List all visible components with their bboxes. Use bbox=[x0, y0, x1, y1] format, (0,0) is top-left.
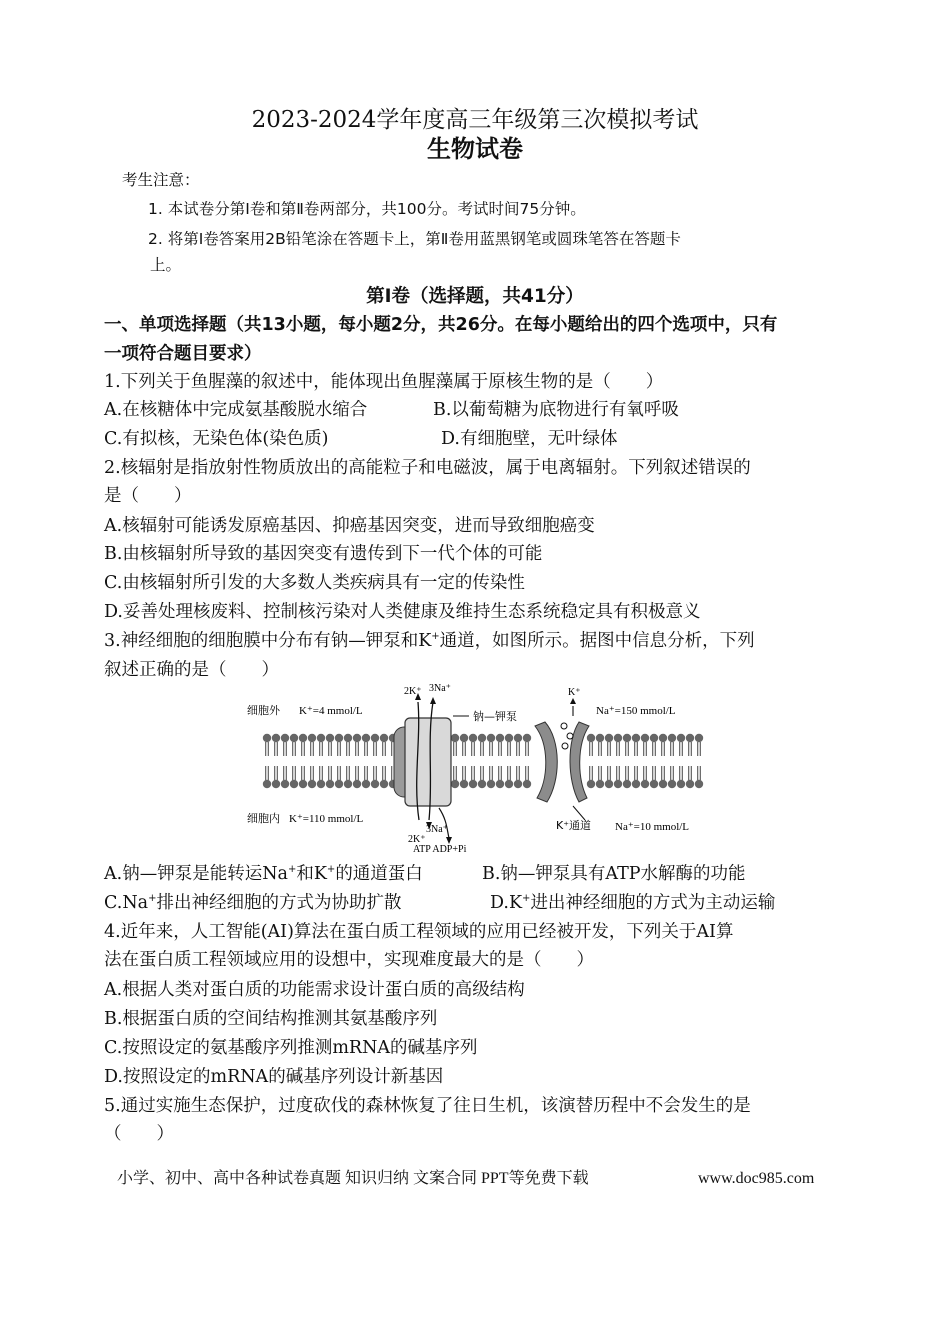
phospholipid-outer bbox=[478, 734, 486, 756]
question-2-stem-line-1: 2.核辐射是指放射性物质放出的高能粒子和电磁波，属于电离辐射。下列叙述错误的 bbox=[104, 458, 751, 478]
option-d-part-2: 进出神经细胞的方式为主动运输 bbox=[530, 893, 776, 913]
exam-title: 2023-2024学年度高三年级第三次模拟考试 bbox=[251, 107, 699, 133]
question-2-option-c: C.由核辐射所引发的大多数人类疾病具有一定的传染性 bbox=[104, 573, 525, 593]
phospholipid-inner bbox=[650, 766, 658, 788]
label-2k-top: 2K⁺ bbox=[404, 686, 422, 697]
phospholipid-inner bbox=[272, 766, 280, 788]
phospholipid-outer bbox=[380, 734, 388, 756]
question-2-option-b: B.由核辐射所导致的基因突变有遗传到下一代个体的可能 bbox=[104, 544, 543, 564]
footer-text: 小学、初中、高中各种试卷真题 知识归纳 文案合同 PPT等免费下载 bbox=[117, 1170, 589, 1187]
phospholipid-outer bbox=[641, 734, 649, 756]
phospholipid-inner bbox=[505, 766, 513, 788]
phospholipid-outer bbox=[371, 734, 379, 756]
phospholipid-inner bbox=[344, 766, 352, 788]
phospholipid-inner bbox=[362, 766, 370, 788]
superscript-plus: + bbox=[522, 893, 531, 905]
phospholipid-outer bbox=[326, 734, 334, 756]
phospholipid-outer bbox=[677, 734, 685, 756]
question-2-option-d: D.妥善处理核废料、控制核污染对人类健康及维持生态系统稳定具有积极意义 bbox=[104, 602, 701, 622]
label-na-outside: Na⁺=150 mmol/L bbox=[596, 705, 676, 717]
notice-item-2-line-1: 2. 将第Ⅰ卷答案用2B铅笔涂在答题卡上，第Ⅱ卷用蓝黑钢笔或圆珠笔答在答题卡 bbox=[148, 230, 681, 248]
phospholipid-outer bbox=[281, 734, 289, 756]
option-d-part-1: D.K bbox=[490, 893, 523, 913]
question-4-option-c: C.按照设定的氨基酸序列推测mRNA的碱基序列 bbox=[104, 1038, 478, 1058]
option-a-part-3: 的通道蛋白 bbox=[335, 864, 423, 884]
question-3-option-d bbox=[490, 891, 775, 915]
option-c-part-1: C.Na bbox=[104, 893, 149, 913]
option-a-part-1: A.钠—钾泵是能转运Na bbox=[104, 864, 288, 884]
exam-subject: 生物试卷 bbox=[427, 135, 523, 163]
option-a-part-2: 和K bbox=[296, 864, 327, 884]
phospholipid-outer bbox=[632, 734, 640, 756]
phospholipid-outer bbox=[650, 734, 658, 756]
phospholipid-outer bbox=[362, 734, 370, 756]
superscript-plus: + bbox=[326, 864, 336, 876]
phospholipid-inner bbox=[380, 766, 388, 788]
label-pump: 钠—钾泵 bbox=[473, 710, 517, 723]
phospholipid-inner bbox=[523, 766, 531, 788]
phospholipid-inner bbox=[496, 766, 504, 788]
label-inside: 细胞内 bbox=[247, 812, 280, 825]
phospholipid-inner bbox=[614, 766, 622, 788]
phospholipid-outer bbox=[614, 734, 622, 756]
bilayer-outer-leaflet bbox=[263, 734, 703, 756]
superscript-plus: + bbox=[431, 631, 440, 643]
phospholipid-inner bbox=[641, 766, 649, 788]
label-k-outside: K⁺=4 mmol/L bbox=[299, 705, 363, 717]
phospholipid-outer bbox=[299, 734, 307, 756]
question-3-stem-part-2: 通道，如图所示。据图中信息分析，下列 bbox=[439, 631, 755, 651]
section-title: 第Ⅰ卷（选择题，共41分） bbox=[366, 286, 584, 307]
question-3-stem-line-1 bbox=[104, 629, 755, 653]
phospholipid-inner bbox=[299, 766, 307, 788]
question-1-stem: 1.下列关于鱼腥藻的叙述中，能体现出鱼腥藻属于原核生物的是（ ） bbox=[104, 372, 664, 392]
phospholipid-inner bbox=[605, 766, 613, 788]
part-heading-line-2: 一项符合题目要求） bbox=[104, 344, 262, 364]
label-2k-bottom: 2K⁺ bbox=[408, 834, 426, 845]
phospholipid-inner bbox=[487, 766, 495, 788]
question-3-option-b: B.钠—钾泵具有ATP水解酶的功能 bbox=[482, 864, 746, 884]
phospholipid-inner bbox=[478, 766, 486, 788]
phospholipid-outer bbox=[668, 734, 676, 756]
phospholipid-inner bbox=[469, 766, 477, 788]
notice-item-1: 1. 本试卷分第Ⅰ卷和第Ⅱ卷两部分，共100分。考试时间75分钟。 bbox=[148, 200, 586, 218]
phospholipid-outer bbox=[335, 734, 343, 756]
phospholipid-outer bbox=[596, 734, 604, 756]
question-4-stem-line-2: 法在蛋白质工程领域应用的设想中，实现难度最大的是（ ） bbox=[104, 950, 594, 970]
phospholipid-outer bbox=[623, 734, 631, 756]
question-1-option-b: B.以葡萄糖为底物进行有氧呼吸 bbox=[433, 400, 679, 420]
phospholipid-outer bbox=[353, 734, 361, 756]
part-heading-line-1: 一、单项选择题（共13小题，每小题2分，共26分。在每小题给出的四个选项中，只有 bbox=[104, 315, 778, 335]
superscript-plus: + bbox=[148, 893, 157, 905]
question-3-option-a bbox=[104, 862, 423, 886]
question-5-stem-line-2: （ ） bbox=[104, 1124, 174, 1144]
phospholipid-inner bbox=[371, 766, 379, 788]
membrane-diagram-svg bbox=[243, 680, 705, 854]
phospholipid-outer bbox=[317, 734, 325, 756]
phospholipid-inner bbox=[326, 766, 334, 788]
phospholipid-inner bbox=[290, 766, 298, 788]
sodium-potassium-pump bbox=[394, 693, 452, 844]
question-3-stem-line-2: 叙述正确的是（ ） bbox=[104, 660, 279, 680]
phospholipid-outer bbox=[686, 734, 694, 756]
label-k-inside: K⁺=110 mmol/L bbox=[289, 813, 364, 825]
phospholipid-inner bbox=[623, 766, 631, 788]
phospholipid-inner bbox=[308, 766, 316, 788]
phospholipid-inner bbox=[514, 766, 522, 788]
question-4-option-b: B.根据蛋白质的空间结构推测其氨基酸序列 bbox=[104, 1009, 438, 1029]
phospholipid-outer bbox=[272, 734, 280, 756]
label-atp: ATP ADP+Pi bbox=[413, 844, 467, 854]
phospholipid-outer bbox=[505, 734, 513, 756]
question-4-stem-line-1: 4.近年来，人工智能(AI)算法在蛋白质工程领域的应用已经被开发，下列关于AI算 bbox=[104, 922, 734, 942]
question-5-stem-line-1: 5.通过实施生态保护，过度砍伐的森林恢复了往日生机，该演替历程中不会发生的是 bbox=[104, 1096, 751, 1116]
label-k-channel: K⁺通道 bbox=[556, 819, 592, 832]
phospholipid-outer bbox=[290, 734, 298, 756]
phospholipid-inner bbox=[587, 766, 595, 788]
phospholipid-inner bbox=[281, 766, 289, 788]
question-3-stem-part-1: 3.神经细胞的细胞膜中分布有钠—钾泵和K bbox=[104, 631, 432, 651]
phospholipid-outer bbox=[695, 734, 703, 756]
question-4-option-d: D.按照设定的mRNA的碱基序列设计新基因 bbox=[104, 1067, 444, 1087]
question-1-option-c: C.有拟核，无染色体(染色质) bbox=[104, 429, 329, 449]
potassium-channel bbox=[535, 698, 589, 802]
phospholipid-inner bbox=[460, 766, 468, 788]
phospholipid-inner bbox=[263, 766, 271, 788]
question-1-option-a: A.在核糖体中完成氨基酸脱水缩合 bbox=[104, 400, 368, 420]
phospholipid-inner bbox=[668, 766, 676, 788]
phospholipid-outer bbox=[514, 734, 522, 756]
phospholipid-inner bbox=[353, 766, 361, 788]
phospholipid-inner bbox=[335, 766, 343, 788]
phospholipid-inner bbox=[317, 766, 325, 788]
question-4-option-a: A.根据人类对蛋白质的功能需求设计蛋白质的高级结构 bbox=[104, 980, 525, 1000]
notice-heading: 考生注意： bbox=[122, 171, 200, 189]
phospholipid-inner bbox=[677, 766, 685, 788]
phospholipid-outer bbox=[263, 734, 271, 756]
phospholipid-inner bbox=[596, 766, 604, 788]
label-outside: 细胞外 bbox=[247, 704, 280, 717]
phospholipid-inner bbox=[659, 766, 667, 788]
phospholipid-outer bbox=[605, 734, 613, 756]
phospholipid-outer bbox=[451, 734, 459, 756]
question-2-stem-line-2: 是（ ） bbox=[104, 486, 192, 506]
phospholipid-outer bbox=[487, 734, 495, 756]
phospholipid-outer bbox=[496, 734, 504, 756]
question-3-option-c bbox=[104, 891, 401, 915]
phospholipid-outer bbox=[587, 734, 595, 756]
option-c-part-2: 排出神经细胞的方式为协助扩散 bbox=[156, 893, 402, 913]
phospholipid-inner bbox=[451, 766, 459, 788]
phospholipid-outer bbox=[469, 734, 477, 756]
channel-pointer bbox=[573, 806, 585, 820]
membrane-diagram bbox=[243, 680, 705, 854]
phospholipid-outer bbox=[344, 734, 352, 756]
superscript-plus: + bbox=[287, 864, 297, 876]
label-k-ion: K⁺ bbox=[568, 687, 581, 698]
footer-url[interactable]: www.doc985.com bbox=[698, 1170, 815, 1187]
phospholipid-outer bbox=[308, 734, 316, 756]
question-2-option-a: A.核辐射可能诱发原癌基因、抑癌基因突变，进而导致细胞癌变 bbox=[104, 516, 595, 536]
phospholipid-outer bbox=[460, 734, 468, 756]
phospholipid-inner bbox=[695, 766, 703, 788]
phospholipid-outer bbox=[523, 734, 531, 756]
phospholipid-inner bbox=[632, 766, 640, 788]
notice-item-2-line-2: 上。 bbox=[150, 256, 182, 274]
label-3na-bottom: 3Na⁺ bbox=[426, 824, 448, 835]
bilayer-inner-leaflet bbox=[263, 766, 703, 788]
label-na-inside: Na⁺=10 mmol/L bbox=[615, 821, 690, 833]
phospholipid-inner bbox=[686, 766, 694, 788]
question-1-option-d: D.有细胞壁，无叶绿体 bbox=[441, 429, 618, 449]
phospholipid-outer bbox=[659, 734, 667, 756]
label-3na-top: 3Na⁺ bbox=[429, 683, 451, 694]
